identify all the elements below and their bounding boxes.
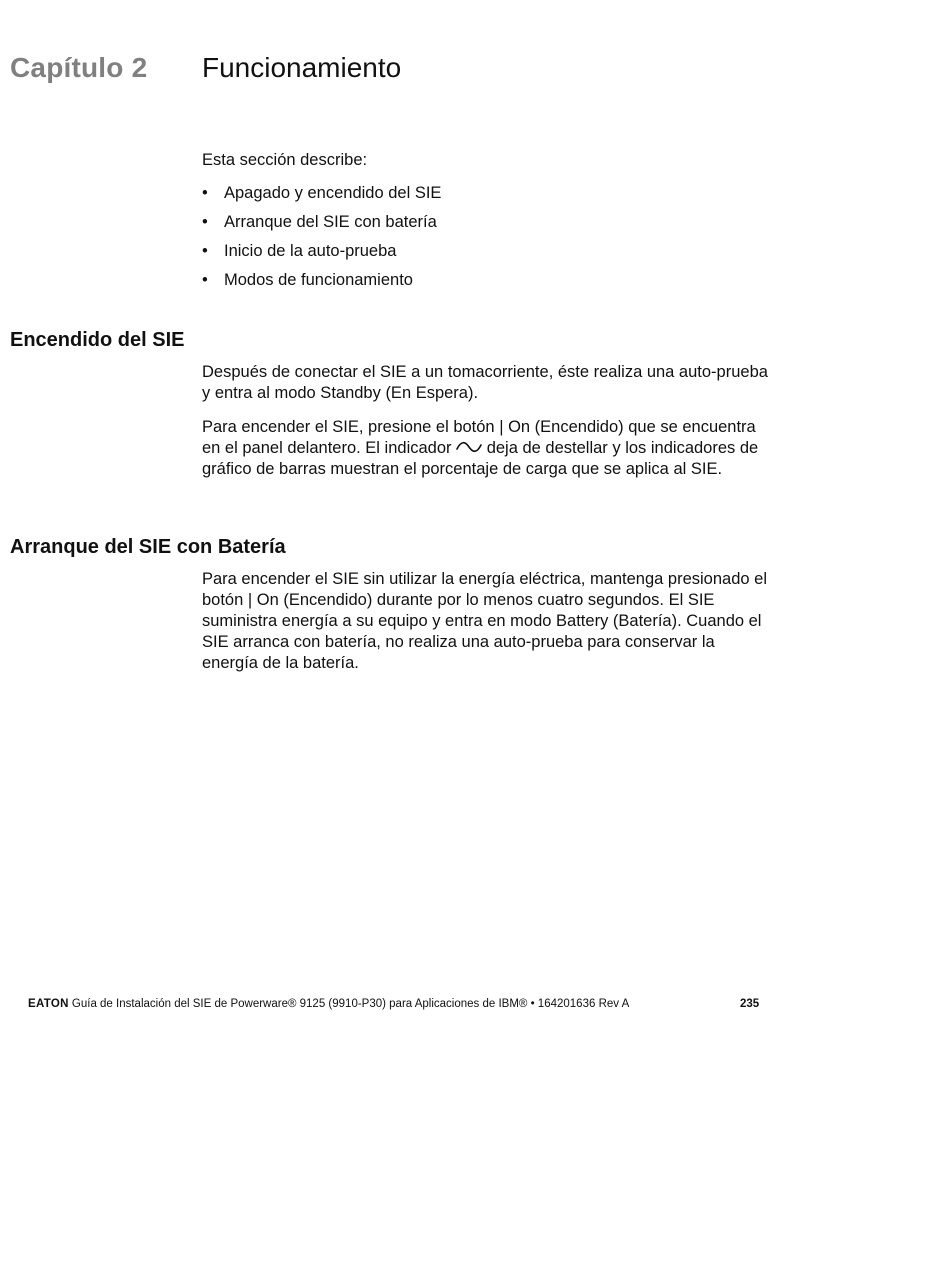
sine-wave-icon (456, 440, 482, 454)
bullet-icon: • (202, 184, 208, 202)
bullet-icon: • (202, 213, 208, 231)
bullet-icon: • (202, 271, 208, 289)
paragraph-text: Para encender el SIE, presione el botón | On (Encendido) que se encuentra en el panel delantero. El indicador (202, 418, 756, 457)
section-paragraph: Después de conectar el SIE a un tomacorriente, éste realiza una auto-prueba y entra al modo Standby (En Espera). (202, 363, 768, 402)
list-item (202, 270, 772, 291)
list-item (202, 183, 772, 204)
intro-bullet-list (202, 183, 772, 291)
list-item-text: Modos de funcionamiento (224, 271, 413, 289)
intro-lead: Esta sección describe: (202, 151, 368, 169)
chapter-label: Capítulo 2 (10, 52, 148, 83)
section-paragraph (202, 417, 772, 480)
chapter-title: Funcionamiento (202, 52, 402, 83)
section-body-encendido (202, 362, 772, 493)
section-body-arranque-bateria (202, 569, 772, 687)
list-item-text: Apagado y encendido del SIE (224, 184, 442, 202)
bullet-icon: • (202, 242, 208, 260)
list-item-text: Inicio de la auto-prueba (224, 242, 397, 260)
page-number: 235 (740, 998, 760, 1010)
intro-block (202, 150, 772, 299)
page-footer (28, 998, 768, 1010)
paragraph-text: deja de destellar y los indicadores de gráfico de barras muestran el porcentaje de carga que se aplica al SIE. (202, 439, 759, 478)
list-item (202, 212, 772, 233)
list-item (202, 241, 772, 262)
list-item-text: Arranque del SIE con batería (224, 213, 437, 231)
section-heading-encendido: Encendido del SIE (10, 329, 185, 351)
footer-brand: EATON (28, 998, 69, 1010)
section-heading-arranque-bateria: Arranque del SIE con Batería (10, 536, 286, 558)
section-paragraph: Para encender el SIE sin utilizar la energía eléctrica, mantenga presionado el botón | On (Encendido) durante por lo menos cuatro segundos. El SIE suministra energía a su equipo y entra en modo Battery (Batería). Cuando el SIE arranca con batería, no realiza una auto-prueba para conservar la energía de la batería. (202, 570, 767, 672)
footer-text: Guía de Instalación del SIE de Powerware® 9125 (9910-P30) para Aplicaciones de IBM® • 164201636 Rev A (71, 998, 630, 1010)
